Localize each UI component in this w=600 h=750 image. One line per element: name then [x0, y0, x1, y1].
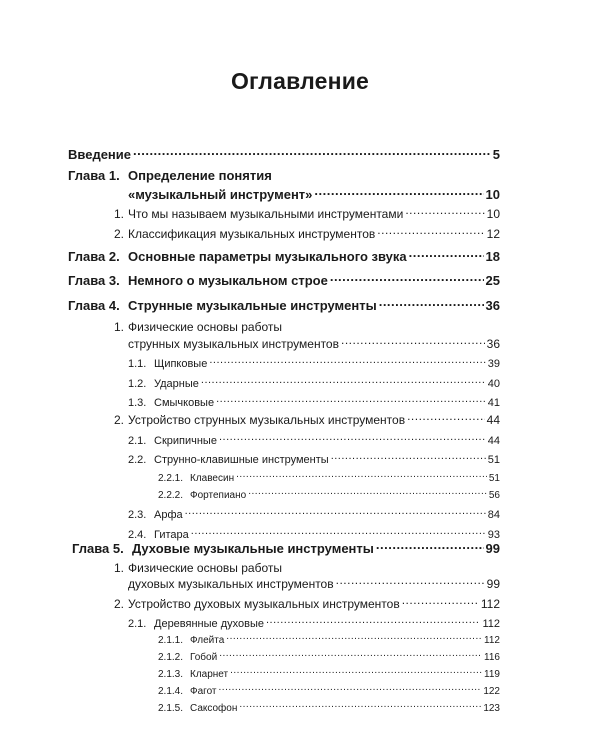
toc-leader-dots: [219, 650, 482, 660]
toc-entry-chapter-3[interactable]: [68, 272, 500, 288]
section-number: 2.2.2.: [158, 490, 184, 501]
toc-entry-4-2-1[interactable]: [128, 433, 500, 447]
page-title: Оглавление: [230, 68, 370, 94]
section-number: 2.1.5.: [158, 703, 184, 714]
toc-page-number: 36: [485, 298, 500, 313]
section-number: 1.: [114, 320, 125, 334]
toc-page-number: 51: [488, 473, 500, 484]
toc-entry-label: Скрипичные: [154, 435, 217, 447]
toc-entry-label: Щипковые: [154, 358, 208, 370]
section-number: 1.2.: [128, 378, 147, 390]
toc-entry-5-1[interactable]: [114, 561, 282, 575]
toc-leader-dots: [185, 507, 486, 518]
toc-page-number: 112: [482, 618, 500, 630]
section-number: 1.1.: [128, 358, 147, 370]
toc-entry-4-1-cont[interactable]: [128, 336, 500, 351]
section-number: 2.3.: [128, 509, 147, 521]
toc-page-number: 10: [485, 187, 500, 202]
toc-entry-label: струнных музыкальных инструментов: [128, 337, 339, 351]
section-number: 2.: [114, 227, 125, 241]
toc-page-number: 99: [486, 577, 500, 591]
toc-page-number: 44: [487, 435, 500, 447]
toc-leader-dots: [239, 701, 481, 711]
toc-entry-4-2-2-1[interactable]: [158, 471, 500, 484]
toc-page-number: 99: [485, 541, 500, 556]
toc-entry-5-2-1-2[interactable]: [158, 650, 500, 663]
toc-leader-dots: [407, 412, 485, 424]
toc-page-number: 36: [486, 337, 500, 351]
toc-leader-dots: [376, 540, 484, 553]
toc-leader-dots: [230, 667, 482, 677]
toc-entry-label: Фортепиано: [190, 490, 247, 501]
toc-leader-dots: [226, 633, 482, 643]
toc-page-number: 25: [485, 273, 500, 288]
toc-page-number: 10: [486, 207, 500, 221]
chapter-number: Глава 1.: [68, 168, 120, 183]
toc-leader-dots: [219, 684, 482, 694]
toc-leader-dots: [236, 471, 487, 481]
toc-entry-4-1-3[interactable]: [128, 395, 500, 409]
toc-entry-label: духовых музыкальных инструментов: [128, 577, 334, 591]
chapter-number: Глава 4.: [68, 298, 120, 313]
toc-page-number: 5: [492, 147, 500, 162]
toc-leader-dots: [248, 488, 487, 498]
section-number: 2.2.: [128, 454, 147, 466]
toc-entry-label: «музыкальный инструмент»: [128, 187, 313, 202]
toc-leader-dots: [216, 395, 486, 406]
toc-entry-4-1-1[interactable]: [128, 356, 500, 370]
toc-entry-label: Немного о музыкальном строе: [128, 273, 328, 288]
toc-page-number: 56: [488, 490, 500, 501]
toc-leader-dots: [266, 616, 480, 627]
toc-entry-5-1-cont[interactable]: [128, 576, 500, 591]
toc-page-number: 122: [483, 686, 500, 697]
toc-leader-dots: [330, 272, 484, 285]
toc-entry-chapter-4[interactable]: [68, 297, 500, 313]
toc-entry-label: Флейта: [190, 635, 225, 646]
toc-entry-4-2-3[interactable]: [128, 507, 500, 521]
toc-entry-5-2-1-1[interactable]: [158, 633, 500, 646]
toc-leader-dots: [314, 186, 483, 199]
toc-leader-dots: [409, 248, 484, 261]
toc-leader-dots: [379, 297, 484, 310]
toc-leader-dots: [219, 433, 486, 444]
toc-entry-label: Кларнет: [190, 669, 229, 680]
section-number: 2.: [114, 413, 125, 427]
toc-entry-label: Саксофон: [190, 703, 238, 714]
toc-entry-label: Струнно-клавишные инструменты: [154, 454, 329, 466]
toc-entry-4-1-2[interactable]: [128, 376, 500, 390]
section-number: 2.: [114, 597, 125, 611]
toc-page-number: 41: [487, 397, 500, 409]
toc-entry-5-2-1-4[interactable]: [158, 684, 500, 697]
section-number: 2.4.: [128, 529, 147, 541]
toc-page-number: 39: [487, 358, 500, 370]
toc-entry-5-2-1-5[interactable]: [158, 701, 500, 714]
toc-leader-dots: [336, 576, 485, 588]
toc-page-number: 51: [487, 454, 500, 466]
toc-page-number: 84: [487, 509, 500, 521]
toc-entry-label: Гитара: [154, 529, 189, 541]
toc-entry-label: Устройство духовых музыкальных инструментов: [128, 597, 400, 611]
toc-page-number: 12: [486, 227, 500, 241]
toc-page-number: 40: [487, 378, 500, 390]
toc-entry-label: Клавесин: [190, 473, 235, 484]
toc-page-number: 123: [483, 703, 500, 714]
toc-entry-label: Введение: [68, 147, 131, 162]
toc-entry-4-2-2-2[interactable]: [158, 488, 500, 501]
toc-entry-label: Ударные: [154, 378, 199, 390]
toc-entry-label: Гобой: [190, 652, 218, 663]
toc-entry-label: Деревянные духовые: [154, 618, 264, 630]
toc-leader-dots: [377, 226, 484, 238]
section-number: 2.1.1.: [158, 635, 184, 646]
toc-page-number: 116: [484, 652, 500, 663]
section-number: 2.1.2.: [158, 652, 184, 663]
toc-entry-5-2-1-3[interactable]: [158, 667, 500, 680]
toc-entry-chapter-1-cont[interactable]: [128, 186, 500, 202]
toc-leader-dots: [133, 146, 491, 159]
toc-entry-chapter-2[interactable]: [68, 248, 500, 264]
toc-entry-1-1[interactable]: [114, 206, 500, 221]
toc-leader-dots: [331, 452, 486, 463]
toc-entry-label: Арфа: [154, 509, 183, 521]
section-number: 2.1.3.: [158, 669, 184, 680]
toc-page-number: 112: [484, 635, 500, 646]
section-number: 1.3.: [128, 397, 147, 409]
toc-entry-label: Смычковые: [154, 397, 215, 409]
toc-page-number: 44: [486, 413, 500, 427]
section-number: 1.: [114, 207, 125, 221]
section-number: 1.: [114, 561, 125, 575]
toc-leader-dots: [201, 376, 486, 387]
toc-entry-5-2[interactable]: [114, 596, 500, 611]
toc-entry-5-2-1[interactable]: [128, 616, 500, 630]
toc-entry-label: Духовые музыкальные инструменты: [132, 541, 374, 556]
chapter-number: Глава 3.: [68, 273, 120, 288]
section-number: 2.1.: [128, 618, 147, 630]
toc-entry-label: Устройство струнных музыкальных инструментов: [128, 413, 406, 427]
toc-leader-dots: [341, 336, 485, 348]
toc-entry-label: Физические основы работы: [128, 320, 282, 334]
toc-entry-4-2-2[interactable]: [128, 452, 500, 466]
toc-entry-label: Определение понятия: [128, 168, 272, 183]
section-number: 2.2.1.: [158, 473, 184, 484]
toc-entry-chapter-1[interactable]: [68, 168, 272, 183]
toc-leader-dots: [402, 596, 479, 608]
toc-entry-intro[interactable]: [68, 146, 500, 162]
chapter-number: Глава 2.: [68, 249, 120, 264]
section-number: 2.1.4.: [158, 686, 184, 697]
toc-entry-label: Физические основы работы: [128, 561, 282, 575]
toc-entry-1-2[interactable]: [114, 226, 500, 241]
toc-page-number: 93: [487, 529, 500, 541]
toc-entry-label: Классификация музыкальных инструментов: [128, 227, 376, 241]
toc-page-number: 119: [484, 669, 500, 680]
toc-entry-label: Фагот: [190, 686, 217, 697]
toc-page-number: 18: [485, 249, 500, 264]
toc-leader-dots: [405, 206, 484, 218]
toc-entry-label: Основные параметры музыкального звука: [128, 249, 407, 264]
toc-page-number: 112: [480, 597, 500, 611]
toc-leader-dots: [191, 527, 486, 538]
toc-entry-4-1[interactable]: [114, 320, 282, 334]
toc-entry-chapter-5[interactable]: [72, 540, 500, 556]
toc-entry-4-2-4[interactable]: [128, 527, 500, 541]
toc-entry-label: Струнные музыкальные инструменты: [128, 298, 377, 313]
chapter-number: Глава 5.: [72, 541, 124, 556]
section-number: 2.1.: [128, 435, 147, 447]
toc-leader-dots: [209, 356, 485, 367]
toc-entry-4-2[interactable]: [114, 412, 500, 427]
toc-entry-label: Что мы называем музыкальными инструментами: [128, 207, 404, 221]
